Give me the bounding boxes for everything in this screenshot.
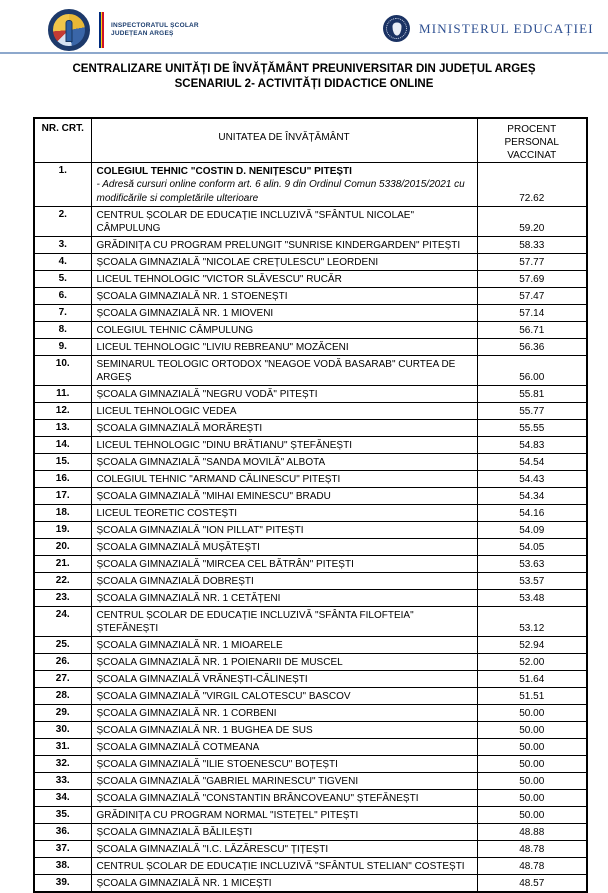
row-unit-name: ȘCOALA GIMNAZIALĂ "CONSTANTIN BRÂNCOVEANU" ȘTEFĂNEȘTI — [96, 793, 419, 804]
row-unit-cell — [91, 322, 477, 339]
row-number: 11. — [34, 386, 91, 403]
row-unit-name: GRĂDINIȚA CU PROGRAM NORMAL "ISTEȚEL" PITEȘTI — [96, 810, 359, 821]
table-row — [34, 237, 587, 254]
row-unit-cell — [91, 305, 477, 322]
table-row — [34, 437, 587, 454]
row-unit-cell — [91, 339, 477, 356]
row-unit-cell — [91, 688, 477, 705]
row-number: 30. — [34, 722, 91, 739]
row-number: 37. — [34, 841, 91, 858]
row-number: 34. — [34, 790, 91, 807]
row-number: 19. — [34, 522, 91, 539]
row-number: 31. — [34, 739, 91, 756]
table-row — [34, 505, 587, 522]
row-unit-name: ȘCOALA GIMNAZIALĂ BĂLILEȘTI — [96, 827, 253, 838]
row-unit-name: ȘCOALA GIMNAZIALĂ VRĂNEȘTI-CĂLINEȘTI — [96, 674, 308, 685]
table-row — [34, 807, 587, 824]
inspectorate-logo — [48, 9, 199, 51]
row-number: 6. — [34, 288, 91, 305]
table-row — [34, 271, 587, 288]
units-table — [33, 117, 588, 893]
row-percent: 55.81 — [477, 386, 587, 403]
ministry-name: MINISTERUL EDUCAȚIEI — [419, 20, 594, 36]
row-unit-cell — [91, 539, 477, 556]
row-unit-name: ȘCOALA GIMNAZIALĂ "ILIE STOENESCU" BOȚEȘTI — [96, 759, 338, 770]
row-unit-cell — [91, 356, 477, 386]
row-unit-cell — [91, 671, 477, 688]
page-title-line2: SCENARIUL 2- ACTIVITĂȚI DIDACTICE ONLINE — [174, 78, 434, 90]
row-number: 1. — [34, 163, 91, 207]
table-row — [34, 207, 587, 237]
row-percent: 51.51 — [477, 688, 587, 705]
row-number: 8. — [34, 322, 91, 339]
row-unit-name: ȘCOALA GIMNAZIALĂ "ION PILLAT" PITEȘTI — [96, 525, 304, 536]
inspectorate-seal-icon — [48, 9, 90, 51]
row-unit-name: ȘCOALA GIMNAZIALĂ "I.C. LĂZĂRESCU" ȚIȚEȘTI — [96, 844, 329, 855]
row-unit-name: LICEUL TEHNOLOGIC "VICTOR SLĂVESCU" RUCĂR — [96, 274, 342, 285]
row-number: 29. — [34, 705, 91, 722]
table-row — [34, 305, 587, 322]
table-row — [34, 254, 587, 271]
romania-flag-icon — [99, 12, 104, 48]
row-percent: 52.00 — [477, 654, 587, 671]
table-row — [34, 386, 587, 403]
row-unit-cell — [91, 722, 477, 739]
row-unit-cell — [91, 824, 477, 841]
row-unit-name: CENTRUL ȘCOLAR DE EDUCAȚIE INCLUZIVĂ "SFÂNTA FILOFTEIA" ȘTEFĂNEȘTI — [96, 610, 414, 634]
row-unit-cell — [91, 207, 477, 237]
row-unit-cell — [91, 756, 477, 773]
inspectorate-name-line1: INSPECTORATUL ȘCOLAR — [111, 22, 199, 29]
column-header-percent: PROCENT PERSONAL VACCINAT — [477, 118, 587, 163]
page-title-line1: CENTRALIZARE UNITĂȚI DE ÎNVĂȚĂMÂNT PREUNIVERSITAR DIN JUDEȚUL ARGEȘ — [72, 63, 536, 75]
row-number: 3. — [34, 237, 91, 254]
row-unit-name: ȘCOALA GIMNAZIALĂ "VIRGIL CALOTESCU" BASCOV — [96, 691, 351, 702]
row-unit-name: LICEUL TEHNOLOGIC VEDEA — [96, 406, 237, 417]
row-number: 22. — [34, 573, 91, 590]
row-unit-cell — [91, 288, 477, 305]
row-unit-name: SEMINARUL TEOLOGIC ORTODOX "NEAGOE VODĂ BASARAB" CURTEA DE ARGEȘ — [96, 359, 456, 383]
row-number: 33. — [34, 773, 91, 790]
row-unit-cell — [91, 739, 477, 756]
page-title — [0, 62, 608, 92]
row-percent: 55.77 — [477, 403, 587, 420]
table-row — [34, 403, 587, 420]
row-unit-name: ȘCOALA GIMNAZIALĂ NR. 1 MIOVENI — [96, 308, 274, 319]
column-header-unit: UNITATEA DE ÎNVĂȚĂMÂNT — [91, 118, 477, 163]
row-unit-cell — [91, 471, 477, 488]
row-percent: 53.12 — [477, 607, 587, 637]
row-number: 5. — [34, 271, 91, 288]
row-unit-cell — [91, 386, 477, 403]
row-number: 21. — [34, 556, 91, 573]
table-row — [34, 756, 587, 773]
header-divider — [0, 52, 608, 54]
row-unit-name: CENTRUL ȘCOLAR DE EDUCAȚIE INCLUZIVĂ "SFÂNTUL STELIAN" COSTEȘTI — [96, 861, 465, 872]
row-number: 28. — [34, 688, 91, 705]
row-percent: 52.94 — [477, 637, 587, 654]
row-percent: 50.00 — [477, 807, 587, 824]
table-row — [34, 790, 587, 807]
row-unit-name: ȘCOALA GIMNAZIALĂ COTMEANA — [96, 742, 260, 753]
row-unit-name: ȘCOALA GIMNAZIALĂ "MIRCEA CEL BĂTRÂN" PITEȘTI — [96, 559, 354, 570]
row-number: 35. — [34, 807, 91, 824]
row-unit-name: ȘCOALA GIMNAZIALĂ NR. 1 MICEȘTI — [96, 878, 272, 889]
row-unit-name: ȘCOALA GIMNAZIALĂ NR. 1 STOENEȘTI — [96, 291, 288, 302]
table-row — [34, 824, 587, 841]
row-number: 24. — [34, 607, 91, 637]
row-number: 23. — [34, 590, 91, 607]
row-unit-name: ȘCOALA GIMNAZIALĂ "SANDA MOVILĂ" ALBOTA — [96, 457, 326, 468]
row-percent: 51.64 — [477, 671, 587, 688]
row-number: 16. — [34, 471, 91, 488]
row-unit-cell — [91, 437, 477, 454]
table-row — [34, 488, 587, 505]
row-percent: 54.34 — [477, 488, 587, 505]
row-number: 20. — [34, 539, 91, 556]
row-number: 14. — [34, 437, 91, 454]
row-unit-cell — [91, 163, 477, 207]
row-unit-cell — [91, 654, 477, 671]
row-unit-cell — [91, 607, 477, 637]
row-percent: 54.83 — [477, 437, 587, 454]
table-row — [34, 573, 587, 590]
table-body — [34, 163, 587, 893]
row-unit-name: ȘCOALA GIMNAZIALĂ MUȘĂTEȘTI — [96, 542, 260, 553]
row-number: 36. — [34, 824, 91, 841]
row-unit-name: COLEGIUL TEHNIC CÂMPULUNG — [96, 325, 254, 336]
row-percent: 58.33 — [477, 237, 587, 254]
table-row — [34, 705, 587, 722]
row-unit-name: ȘCOALA GIMNAZIALĂ MORĂREȘTI — [96, 423, 263, 434]
row-number: 12. — [34, 403, 91, 420]
table-header-row — [34, 118, 587, 163]
row-unit-name: ȘCOALA GIMNAZIALĂ "MIHAI EMINESCU" BRADU — [96, 491, 331, 502]
row-percent: 48.88 — [477, 824, 587, 841]
table-row — [34, 454, 587, 471]
row-percent: 48.57 — [477, 875, 587, 893]
table-row — [34, 471, 587, 488]
row-percent: 53.48 — [477, 590, 587, 607]
row-unit-cell — [91, 590, 477, 607]
row-percent: 48.78 — [477, 858, 587, 875]
row-unit-name: COLEGIUL TEHNIC "COSTIN D. NENIȚESCU" PITEȘTI — [96, 166, 352, 177]
row-percent: 54.54 — [477, 454, 587, 471]
row-number: 26. — [34, 654, 91, 671]
row-number: 39. — [34, 875, 91, 893]
table-row — [34, 288, 587, 305]
row-unit-cell — [91, 488, 477, 505]
row-percent: 57.14 — [477, 305, 587, 322]
row-unit-name: ȘCOALA GIMNAZIALĂ NR. 1 BUGHEA DE SUS — [96, 725, 313, 736]
row-percent: 57.69 — [477, 271, 587, 288]
row-number: 13. — [34, 420, 91, 437]
row-number: 9. — [34, 339, 91, 356]
table-row — [34, 637, 587, 654]
row-percent: 72.62 — [477, 163, 587, 207]
row-percent: 50.00 — [477, 773, 587, 790]
row-number: 38. — [34, 858, 91, 875]
table-row — [34, 671, 587, 688]
row-unit-name: LICEUL TEORETIC COSTEȘTI — [96, 508, 238, 519]
row-unit-cell — [91, 807, 477, 824]
row-number: 15. — [34, 454, 91, 471]
tower-icon — [66, 20, 73, 42]
row-percent: 54.43 — [477, 471, 587, 488]
row-unit-name: ȘCOALA GIMNAZIALĂ "GABRIEL MARINESCU" TIGVENI — [96, 776, 359, 787]
row-unit-cell — [91, 403, 477, 420]
inspectorate-name — [111, 22, 199, 38]
row-unit-cell — [91, 875, 477, 893]
row-number: 17. — [34, 488, 91, 505]
table-row — [34, 858, 587, 875]
row-number: 2. — [34, 207, 91, 237]
row-unit-name: ȘCOALA GIMNAZIALĂ NR. 1 MIOARELE — [96, 640, 283, 651]
table-row — [34, 163, 587, 207]
row-number: 32. — [34, 756, 91, 773]
row-percent: 57.77 — [477, 254, 587, 271]
row-note: - Adresă cursuri online conform art. 6 alin. 9 din Ordinul Comun 5338/2015/2021 cu modificările si completările ulterioare — [96, 179, 465, 204]
column-header-nr-crt: NR. CRT. — [34, 118, 91, 163]
row-unit-cell — [91, 773, 477, 790]
row-number: 27. — [34, 671, 91, 688]
row-number: 7. — [34, 305, 91, 322]
table-row — [34, 607, 587, 637]
row-percent: 50.00 — [477, 790, 587, 807]
row-unit-name: ȘCOALA GIMNAZIALĂ "NICOLAE CREȚULESCU" LEORDENI — [96, 257, 379, 268]
row-percent: 48.78 — [477, 841, 587, 858]
row-percent: 53.57 — [477, 573, 587, 590]
row-unit-name: GRĂDINIȚA CU PROGRAM PRELUNGIT "SUNRISE KINDERGARDEN" PITEȘTI — [96, 240, 461, 251]
table-row — [34, 522, 587, 539]
government-seal-icon — [383, 15, 410, 42]
row-unit-cell — [91, 858, 477, 875]
inspectorate-name-line2: JUDEȚEAN ARGEȘ — [111, 30, 174, 37]
row-percent: 56.71 — [477, 322, 587, 339]
row-number: 4. — [34, 254, 91, 271]
row-unit-cell — [91, 271, 477, 288]
row-percent: 50.00 — [477, 705, 587, 722]
row-unit-cell — [91, 841, 477, 858]
row-number: 10. — [34, 356, 91, 386]
row-unit-cell — [91, 705, 477, 722]
row-unit-cell — [91, 254, 477, 271]
table-row — [34, 556, 587, 573]
table-row — [34, 875, 587, 893]
row-unit-name: ȘCOALA GIMNAZIALĂ NR. 1 CETĂȚENI — [96, 593, 281, 604]
table-row — [34, 590, 587, 607]
row-percent: 50.00 — [477, 756, 587, 773]
row-unit-name: ȘCOALA GIMNAZIALĂ NR. 1 POIENARII DE MUSCEL — [96, 657, 343, 668]
row-percent: 56.36 — [477, 339, 587, 356]
row-percent: 53.63 — [477, 556, 587, 573]
row-unit-cell — [91, 454, 477, 471]
row-unit-name: ȘCOALA GIMNAZIALĂ DOBREȘTI — [96, 576, 254, 587]
row-unit-cell — [91, 790, 477, 807]
row-percent: 54.05 — [477, 539, 587, 556]
row-percent: 59.20 — [477, 207, 587, 237]
row-unit-cell — [91, 573, 477, 590]
table-row — [34, 420, 587, 437]
row-percent: 57.47 — [477, 288, 587, 305]
table-row — [34, 773, 587, 790]
row-percent: 56.00 — [477, 356, 587, 386]
table-row — [34, 688, 587, 705]
row-percent: 54.16 — [477, 505, 587, 522]
table-row — [34, 654, 587, 671]
row-unit-name: COLEGIUL TEHNIC "ARMAND CĂLINESCU" PITEȘTI — [96, 474, 341, 485]
row-unit-name: LICEUL TEHNOLOGIC "DINU BRĂTIANU" ȘTEFĂNEȘTI — [96, 440, 352, 451]
row-unit-cell — [91, 505, 477, 522]
table-row — [34, 841, 587, 858]
table-row — [34, 322, 587, 339]
row-unit-cell — [91, 420, 477, 437]
table-row — [34, 722, 587, 739]
row-number: 18. — [34, 505, 91, 522]
table-row — [34, 356, 587, 386]
table-row — [34, 739, 587, 756]
row-percent: 50.00 — [477, 739, 587, 756]
row-percent: 55.55 — [477, 420, 587, 437]
row-unit-name: CENTRUL ȘCOLAR DE EDUCAȚIE INCLUZIVĂ "SFÂNTUL NICOLAE" CÂMPULUNG — [96, 210, 415, 234]
row-unit-name: ȘCOALA GIMNAZIALĂ NR. 1 CORBENI — [96, 708, 277, 719]
row-percent: 50.00 — [477, 722, 587, 739]
ministry-logo — [383, 15, 594, 42]
row-unit-name: ȘCOALA GIMNAZIALĂ "NEGRU VODĂ" PITEȘTI — [96, 389, 318, 400]
row-unit-cell — [91, 637, 477, 654]
table-row — [34, 539, 587, 556]
row-unit-cell — [91, 237, 477, 254]
row-number: 25. — [34, 637, 91, 654]
row-unit-cell — [91, 556, 477, 573]
row-unit-cell — [91, 522, 477, 539]
row-percent: 54.09 — [477, 522, 587, 539]
table-row — [34, 339, 587, 356]
row-unit-name: LICEUL TEHNOLOGIC "LIVIU REBREANU" MOZĂCENI — [96, 342, 349, 353]
